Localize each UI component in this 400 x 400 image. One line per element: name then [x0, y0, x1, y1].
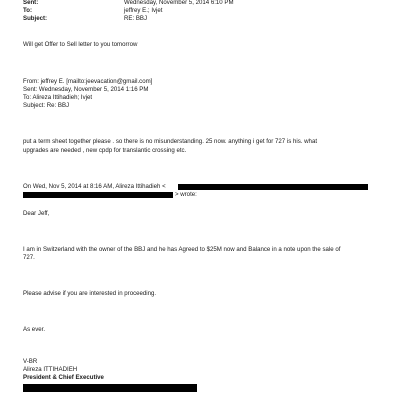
forwarded-from: From: jeffrey E. [mailto:jeevacation@gmail.com] — [23, 78, 153, 85]
quoted-paragraph: I am in Switzerland with the owner of the BBJ and he has Agreed to $25M now and Balance in a note upon the sale of — [23, 246, 341, 253]
forwarded-subject: Subject: Re: BBJ — [23, 102, 70, 109]
sent-label: Sent: — [23, 0, 39, 6]
quoted-paragraph: Please advise if you are interested in proceeding. — [23, 290, 157, 297]
redaction-bar — [23, 384, 197, 392]
quoted-paragraph-cont: 727. — [23, 254, 35, 261]
to-label: To: — [23, 7, 33, 14]
quoted-wrote: > wrote: — [175, 191, 197, 198]
signature-title: President & Chief Executive — [23, 374, 104, 381]
signature-prefix: V-BR — [23, 358, 38, 365]
sent-value: Wednesday, November 5, 2014 6:10 PM — [124, 0, 234, 6]
forwarded-body-cont: upgrades are needed , new cpdp for translantic crossing etc. — [23, 147, 187, 154]
signature-name: Alireza ITTIHADIEH — [23, 366, 78, 373]
forwarded-sent: Sent: Wednesday, November 5, 2014 1:16 PM — [23, 86, 149, 93]
to-value: jeffrey E.; Ivjet — [124, 7, 163, 14]
quoted-closing: As ever. — [23, 326, 46, 333]
subject-label: Subject: — [23, 15, 48, 22]
reply-body: Will get Offer to Sell letter to you tomorrow — [23, 41, 138, 48]
forwarded-body: put a term sheet together please . so there is no misunderstanding. 25 now. anything i get for 727 is his. what — [23, 138, 318, 145]
redaction-bar — [23, 192, 173, 198]
quoted-greeting: Dear Jeff, — [23, 210, 50, 217]
quoted-intro: On Wed, Nov 5, 2014 at 8:16 AM, Alireza Ittihadieh < — [23, 183, 166, 190]
subject-value: RE: BBJ — [124, 15, 148, 22]
forwarded-to: To: Alireza Ittihadieh; Ivjet — [23, 94, 93, 101]
redaction-bar — [178, 184, 368, 190]
